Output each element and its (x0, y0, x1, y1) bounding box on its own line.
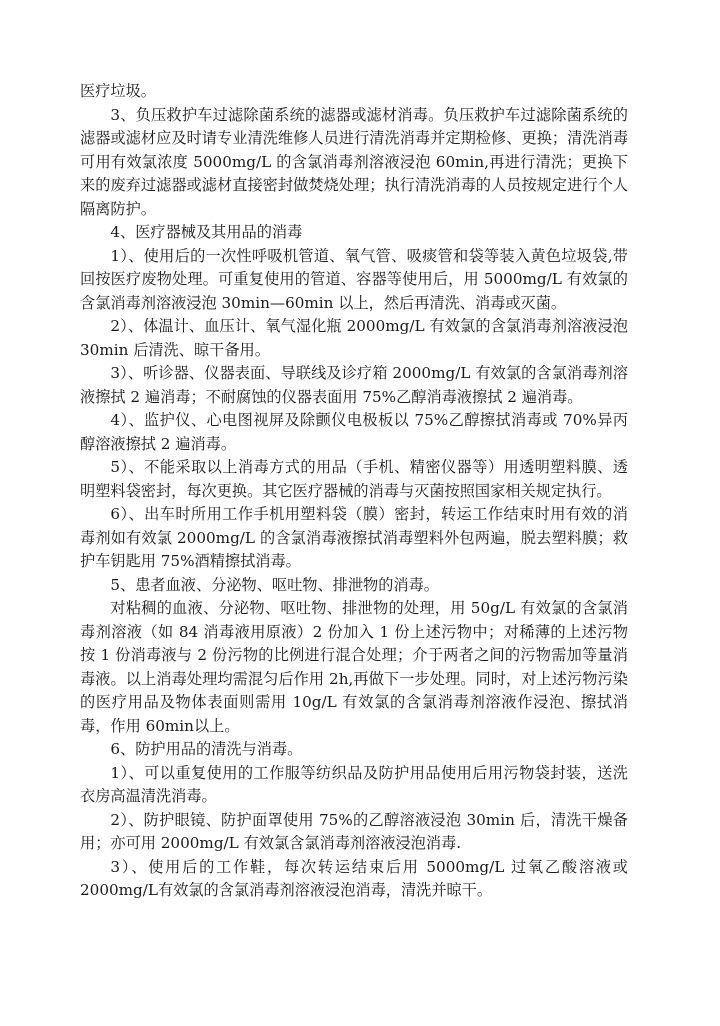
paragraph-workwear: 1）、可以重复使用的工作服等纺织品及防护用品使用后用污物袋封装，送洗衣房高温清洗消毒。 (80, 763, 628, 805)
paragraph-work-shoes: 3）、使用后的工作鞋，每次转运结束后用 5000mg/L 过氧乙酸溶液或 2000mg/L有效氯的含氯消毒剂溶液浸泡消毒，清洗并晾干。 (80, 857, 628, 899)
paragraph-monitor: 4）、监护仪、心电图视屏及除颤仪电极板以 75%乙醇擦拭消毒或 70%异丙醇溶液擦拭 2 遍消毒。 (80, 411, 628, 453)
section-heading-body-fluids: 5、患者血液、分泌物、呕吐物、排泄物的消毒。 (110, 575, 439, 594)
paragraph-stethoscope: 3）、听诊器、仪器表面、导联线及诊疗箱 2000mg/L 有效氯的含氯消毒剂溶液擦拭 2 遍消毒；不耐腐蚀的仪器表面用 75%乙醇消毒液擦拭 2 遍消毒。 (80, 364, 628, 406)
paragraph-disposable-tubes: 1）、使用后的一次性呼吸机管道、氧气管、吸痰管和袋等装入黄色垃圾袋,带回按医疗废物处理。可重复使用的管道、容器等使用后，用 5000mg/L 有效氯的含氯消毒剂溶液浸泡 30min—60min 以上，然后再清洗、消毒或灭菌。 (80, 246, 628, 312)
section-heading-medical-devices: 4、医疗器械及其用品的消毒 (110, 223, 303, 241)
paragraph-goggles: 2）、防护眼镜、防护面罩使用 75%的乙醇溶液浸泡 30min 后，清洗干燥备用；亦可用 2000mg/L 有效氯含氯消毒剂溶液浸泡消毒. (80, 810, 628, 852)
paragraph-sealed-items: 5）、不能采取以上消毒方式的用品（手机、精密仪器等）用透明塑料膜、透明塑料袋密封，每次更换。其它医疗器械的消毒与灭菌按照国家相关规定执行。 (80, 458, 628, 500)
paragraph-ambulance-filter: 3、负压救护车过滤除菌系统的滤器或滤材消毒。负压救护车过滤除菌系统的滤器或滤材应及时请专业清洗维修人员进行清洗消毒并定期检修、更换；清洗消毒可用有效氯浓度 5000mg/L 的含氯消毒剂溶液浸泡 60min,再进行清洗；更换下来的废弃过滤器或滤材直接密封做焚烧处理；执行清洗消毒的人员按规定进行个人隔离防护。 (80, 105, 628, 218)
document-page (80, 80, 628, 903)
paragraph-continuation: 医疗垃圾。 (80, 82, 156, 100)
paragraph-body-fluids: 对粘稠的血液、分泌物、呕吐物、排泄物的处理，用 50g/L 有效氯的含氯消毒剂溶液（如 84 消毒液用原液）2 份加入 1 份上述污物中；对稀薄的上述污物按 1 份消毒液与 2 份污物的比例进行混合处理；介于两者之间的污物需加等量消毒液。以上消毒处理均需混匀后作用 2h,再做下一步处理。同时，对上述污物污染的医疗用品及物体表面则需用 10g/L 有效氯的含氯消毒剂溶液作浸泡、擦拭消毒，作用 60min以上。 (80, 599, 628, 735)
paragraph-work-phone: 6）、出车时所用工作手机用塑料袋（膜）密封，转运工作结束时用有效的消毒剂如有效氯 2000mg/L 的含氯消毒液擦拭消毒塑料外包两遍，脱去塑料膜；救护车钥匙用 75%酒精擦拭消毒。 (80, 505, 628, 570)
paragraph-thermometer: 2）、体温计、血压计、氧气湿化瓶 2000mg/L 有效氯的含氯消毒剂溶液浸泡30min 后清洗、晾干备用。 (80, 317, 628, 359)
section-heading-protective-gear: 6、防护用品的清洗与消毒。 (110, 740, 303, 758)
